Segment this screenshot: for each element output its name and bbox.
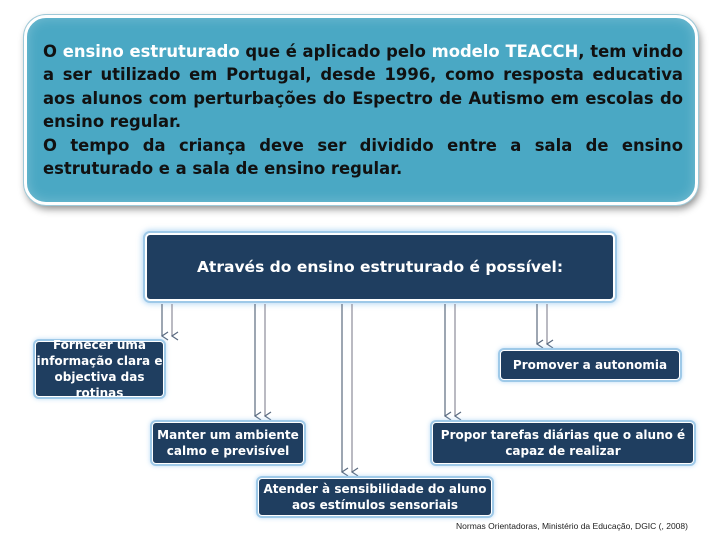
node-ambiente-line1: Manter um ambiente: [157, 428, 299, 442]
node-rotinas-line1: Fornecer uma: [52, 338, 147, 352]
node-rotinas-line2: informação clara e: [36, 354, 163, 368]
header-box: [145, 233, 615, 301]
arrow-to-sensibilidade: [342, 304, 352, 472]
node-sensibilidade-line1: Atender à sensibilidade do aluno: [263, 482, 487, 496]
node-tarefas-line1: Propor tarefas diárias que o aluno é: [440, 428, 686, 442]
intro-keyword-teacch: TEACCH: [505, 42, 579, 61]
node-tarefas: [432, 422, 694, 464]
intro-o: O: [43, 42, 57, 61]
arrow-to-autonomia: [537, 304, 547, 344]
intro-paragraph-2: O tempo da criança deve ser dividido entre a sala de ensino estruturado e a sala de ensino regular.: [43, 135, 683, 179]
node-sensibilidade-line2: aos estímulos sensoriais: [291, 498, 459, 512]
node-ambiente-line2: calmo e previsível: [166, 444, 290, 458]
intro-text-rest: , tem vindo a ser utilizado em Portugal, desde 1996, como resposta educativa aos alunos com perturbações do Espectro de Autismo em escolas do ensino regular.: [43, 42, 684, 132]
arrow-to-tarefas: [445, 304, 455, 416]
header-title: Através do ensino estruturado é possível:: [196, 258, 564, 276]
node-rotinas: [35, 338, 164, 400]
intro-panel: [24, 15, 698, 205]
node-autonomia: [500, 350, 680, 380]
source-citation: Normas Orientadoras, Ministério da Educação, DGIC (, 2008): [456, 521, 688, 531]
node-sensibilidade: [258, 478, 492, 516]
arrow-to-rotinas: [162, 304, 172, 336]
intro-paragraph-1: [43, 40, 683, 134]
node-tarefas-line2: capaz de realizar: [505, 444, 621, 458]
intro-text-aplicado: que é aplicado pelo: [245, 42, 426, 61]
intro-keyword-modelo: modelo: [431, 42, 500, 61]
node-autonomia-label: Promover a autonomia: [512, 358, 668, 372]
node-rotinas-line3: objectiva das rotinas: [54, 370, 145, 400]
intro-keyword-ensino: ensino estruturado: [62, 42, 240, 61]
arrow-to-ambiente: [255, 304, 265, 416]
node-ambiente: [152, 422, 304, 464]
